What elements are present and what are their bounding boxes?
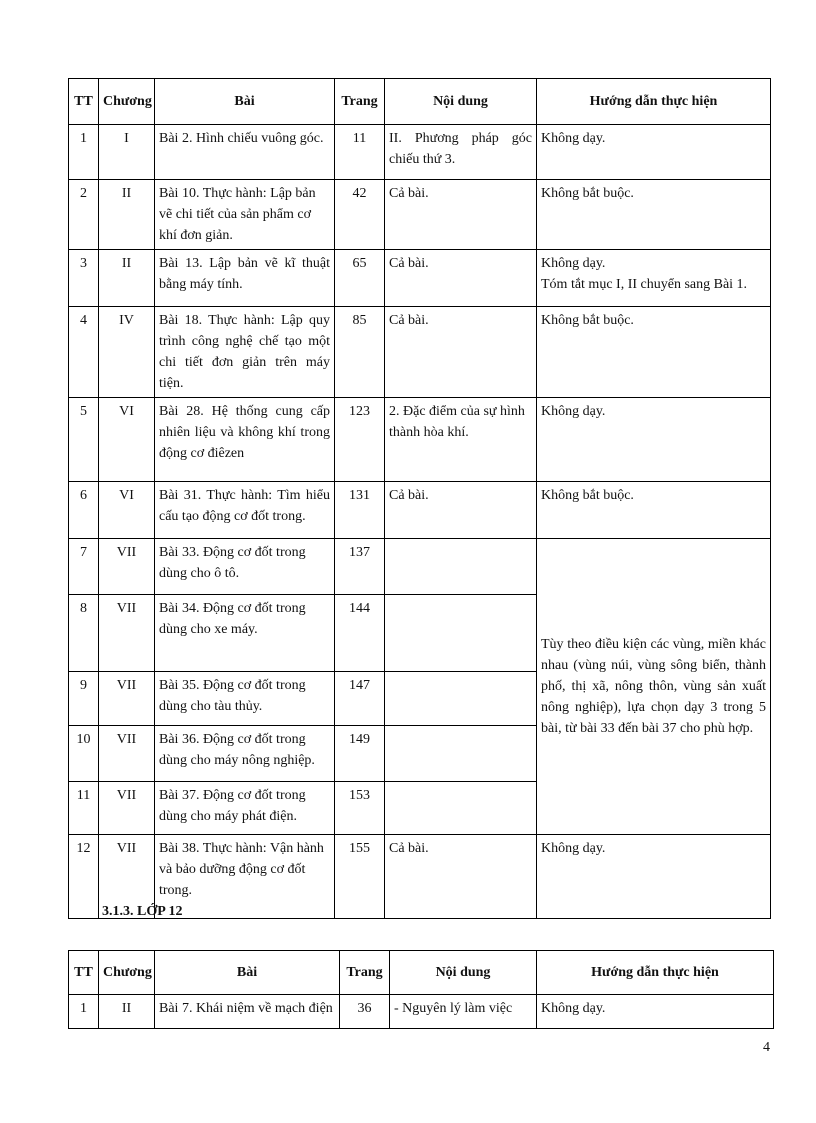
cell-chuong: II — [99, 995, 155, 1029]
cell-trang: 155 — [335, 835, 385, 919]
cell-chuong: VII — [99, 782, 155, 835]
cell-tt: 7 — [69, 539, 99, 595]
cell-tt: 8 — [69, 595, 99, 672]
cell-noi-dung — [385, 539, 537, 595]
table-row — [69, 180, 771, 250]
cell-noi-dung — [385, 595, 537, 672]
table-row — [69, 250, 771, 307]
cell-tt: 12 — [69, 835, 99, 919]
cell-chuong: II — [99, 180, 155, 250]
cell-trang: 65 — [335, 250, 385, 307]
cell-noi-dung: Cả bài. — [385, 180, 537, 250]
cell-trang: 11 — [335, 125, 385, 180]
header-noi-dung: Nội dung — [390, 951, 537, 995]
cell-noi-dung: Cả bài. — [385, 482, 537, 539]
cell-bai: Bài 18. Thực hành: Lập quy trình công nghệ chế tạo một chi tiết đơn giản trên máy tiện. — [155, 307, 335, 398]
cell-bai: Bài 2. Hình chiếu vuông góc. — [155, 125, 335, 180]
header-trang: Trang — [335, 79, 385, 125]
cell-trang: 137 — [335, 539, 385, 595]
cell-bai: Bài 7. Khái niệm về mạch điện — [155, 995, 340, 1029]
table-row — [69, 307, 771, 398]
cell-bai: Bài 10. Thực hành: Lập bản vẽ chi tiết của sản phẩm cơ khí đơn giản. — [155, 180, 335, 250]
cell-trang: 153 — [335, 782, 385, 835]
header-chuong: Chương — [99, 951, 155, 995]
header-chuong: Chương — [99, 79, 155, 125]
cell-tt: 9 — [69, 672, 99, 726]
cell-huong-dan: Không dạy. — [537, 835, 771, 919]
cell-noi-dung: Cả bài. — [385, 307, 537, 398]
cell-trang: 123 — [335, 398, 385, 482]
table-header-row — [69, 951, 774, 995]
cell-huong-dan: Không bắt buộc. — [537, 180, 771, 250]
cell-noi-dung: II. Phương pháp góc chiếu thứ 3. — [385, 125, 537, 180]
cell-chuong: VII — [99, 595, 155, 672]
table-row — [69, 398, 771, 482]
cell-noi-dung: Cả bài. — [385, 835, 537, 919]
header-noi-dung: Nội dung — [385, 79, 537, 125]
header-huong-dan: Hướng dẫn thực hiện — [537, 951, 774, 995]
cell-bai: Bài 13. Lập bản vẽ kĩ thuật bằng máy tính. — [155, 250, 335, 307]
header-trang: Trang — [340, 951, 390, 995]
cell-huong-dan: Không dạy. — [537, 995, 774, 1029]
cell-tt: 1 — [69, 995, 99, 1029]
cell-trang: 149 — [335, 726, 385, 782]
cell-chuong: VII — [99, 539, 155, 595]
cell-tt: 10 — [69, 726, 99, 782]
cell-trang: 131 — [335, 482, 385, 539]
header-tt: TT — [69, 79, 99, 125]
table-row — [69, 125, 771, 180]
table-header-row — [69, 79, 771, 125]
cell-huong-dan: Không bắt buộc. — [537, 307, 771, 398]
cell-bai: Bài 34. Động cơ đốt trong dùng cho xe máy. — [155, 595, 335, 672]
cell-tt: 3 — [69, 250, 99, 307]
cell-noi-dung: - Nguyên lý làm việc — [390, 995, 537, 1029]
section-heading: 3.1.3. LỚP 12 — [102, 904, 183, 919]
cell-chuong: VII — [99, 672, 155, 726]
cell-huong-dan — [537, 250, 771, 307]
cell-bai: Bài 38. Thực hành: Vận hành và bảo dưỡng động cơ đốt trong. — [155, 835, 335, 919]
cell-bai: Bài 28. Hệ thống cung cấp nhiên liệu và không khí trong động cơ điêzen — [155, 398, 335, 482]
cell-tt: 1 — [69, 125, 99, 180]
cell-trang: 147 — [335, 672, 385, 726]
guidance-line: Tóm tắt mục I, II chuyển sang Bài 1. — [541, 277, 748, 292]
cell-merged-guidance: Tùy theo điều kiện các vùng, miền khác nhau (vùng núi, vùng sông biển, thành phố, thị xã, nông thôn, vùng sản xuất nông nghiệp), lựa chọn dạy 3 trong 5 bài, từ bài 33 đến bài 37 cho phù hợp. — [537, 539, 771, 835]
cell-chuong: I — [99, 125, 155, 180]
cell-trang: 42 — [335, 180, 385, 250]
cell-tt: 5 — [69, 398, 99, 482]
cell-trang: 85 — [335, 307, 385, 398]
header-huong-dan: Hướng dẫn thực hiện — [537, 79, 771, 125]
cell-chuong: VII — [99, 726, 155, 782]
cell-bai: Bài 33. Động cơ đốt trong dùng cho ô tô. — [155, 539, 335, 595]
header-bai: Bài — [155, 79, 335, 125]
table-row — [69, 995, 774, 1029]
cell-chuong: VII — [99, 835, 155, 919]
cell-huong-dan: Không dạy. — [537, 125, 771, 180]
cell-bai: Bài 35. Động cơ đốt trong dùng cho tàu thủy. — [155, 672, 335, 726]
cell-chuong: II — [99, 250, 155, 307]
cell-trang: 144 — [335, 595, 385, 672]
grade11-curriculum-table — [68, 78, 771, 919]
cell-tt: 6 — [69, 482, 99, 539]
header-bai: Bài — [155, 951, 340, 995]
cell-tt: 4 — [69, 307, 99, 398]
page-number: 4 — [763, 1040, 770, 1055]
guidance-line: Không dạy. — [541, 256, 606, 271]
cell-bai: Bài 31. Thực hành: Tìm hiểu cấu tạo động cơ đốt trong. — [155, 482, 335, 539]
grade12-curriculum-table — [68, 950, 774, 1029]
header-tt: TT — [69, 951, 99, 995]
cell-noi-dung — [385, 726, 537, 782]
cell-tt: 2 — [69, 180, 99, 250]
cell-bai: Bài 36. Động cơ đốt trong dùng cho máy nông nghiệp. — [155, 726, 335, 782]
table-row — [69, 482, 771, 539]
cell-bai: Bài 37. Động cơ đốt trong dùng cho máy phát điện. — [155, 782, 335, 835]
cell-chuong: VI — [99, 482, 155, 539]
cell-chuong: VI — [99, 398, 155, 482]
cell-noi-dung: Cả bài. — [385, 250, 537, 307]
cell-noi-dung — [385, 672, 537, 726]
table-row — [69, 539, 771, 595]
cell-huong-dan: Không dạy. — [537, 398, 771, 482]
cell-noi-dung — [385, 782, 537, 835]
cell-huong-dan: Không bắt buộc. — [537, 482, 771, 539]
cell-trang: 36 — [340, 995, 390, 1029]
cell-noi-dung: 2. Đặc điểm của sự hình thành hòa khí. — [385, 398, 537, 482]
cell-tt: 11 — [69, 782, 99, 835]
cell-chuong: IV — [99, 307, 155, 398]
